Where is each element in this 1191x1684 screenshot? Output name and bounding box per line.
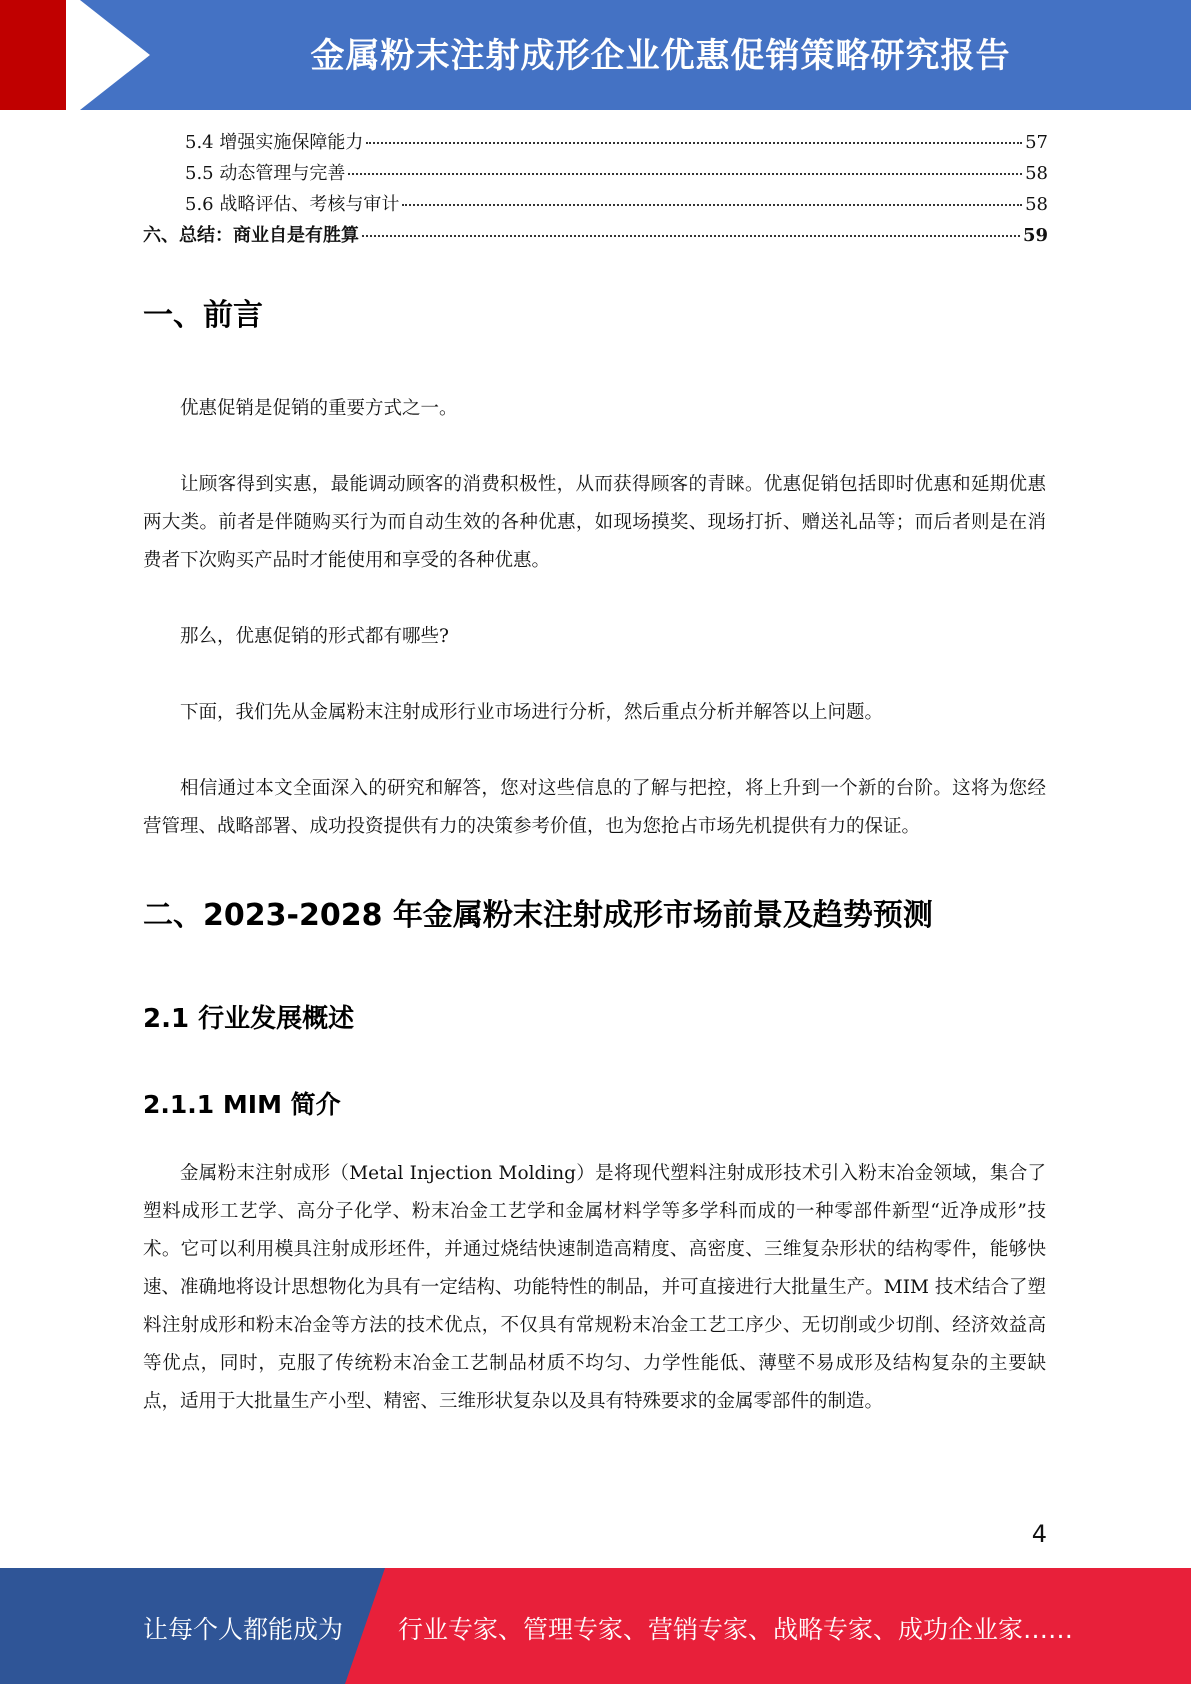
toc-leader-dots (362, 235, 1020, 237)
header-title: 金属粉末注射成形企业优惠促销策略研究报告 (310, 36, 1011, 76)
toc-leader-dots (402, 204, 1022, 206)
body-paragraph: 那么，优惠促销的形式都有哪些? (180, 626, 449, 647)
body-paragraph: 优惠促销是促销的重要方式之一。 (180, 398, 458, 419)
document-body (143, 290, 1046, 1421)
toc-leader-dots (366, 142, 1022, 144)
footer-slogan-left: 让每个人都能成为 (143, 1615, 344, 1644)
toc-entry-label: 5.5 动态管理与完善 (185, 163, 346, 184)
toc-entry[interactable] (143, 159, 1048, 190)
section-heading-preface: 一、前言 (143, 298, 263, 333)
body-paragraph: 金属粉末注射成形（Metal Injection Molding）是将现代塑料注射成形技术引入粉末冶金领域，集合了塑料成形工艺学、高分子化学、粉末冶金工艺学和金属材料学等多学科而成的一种零部件新型“近净成形”技术。它可以利用模具注射成形坯件，并通过烧结快速制造高精度、高密度、三维复杂形状的结构零件，能够快速、准确地将设计思想物化为具有一定结构、功能特性的制品，并可直接进行大批量生产。MIM 技术结合了塑料注射成形和粉末冶金等方法的技术优点，不仅具有常规粉末冶金工艺工序少、无切削或少切削、经济效益高等优点，同时，克服了传统粉末冶金工艺制品材质不均匀、力学性能低、薄壁不易成形及结构复杂的主要缺点，适用于大批量生产小型、精密、三维形状复杂以及具有特殊要求的金属零部件的制造。 (143, 1163, 1046, 1412)
toc-entry-page: 59 (1022, 225, 1048, 246)
subsection-heading: 2.1 行业发展概述 (143, 1004, 355, 1034)
toc-entry[interactable] (143, 128, 1048, 159)
page-footer (0, 1568, 1191, 1684)
toc-entry-label: 5.4 增强实施保障能力 (185, 132, 364, 153)
subsubsection-heading: 2.1.1 MIM 简介 (143, 1090, 341, 1119)
toc-entry-page: 58 (1025, 163, 1048, 184)
body-paragraph: 下面，我们先从金属粉末注射成形行业市场进行分析，然后重点分析并解答以上问题。 (180, 702, 884, 723)
toc-entry[interactable] (143, 190, 1048, 221)
toc-entry-label: 六、总结：商业自是有胜算 (143, 225, 359, 246)
toc-entry-page: 57 (1025, 132, 1048, 153)
table-of-contents (143, 128, 1048, 252)
body-paragraph: 让顾客得到实惠，最能调动顾客的消费积极性，从而获得顾客的青睐。优惠促销包括即时优惠和延期优惠两大类。前者是伴随购买行为而自动生效的各种优惠，如现场摸奖、现场打折、赠送礼品等；而后者则是在消费者下次购买产品时才能使用和享受的各种优惠。 (143, 474, 1046, 571)
footer-slogan-right: 行业专家、管理专家、营销专家、战略专家、成功企业家…… (398, 1615, 1074, 1644)
section-heading-forecast: 二、2023-2028 年金属粉末注射成形市场前景及趋势预测 (143, 898, 933, 933)
body-paragraph: 相信通过本文全面深入的研究和解答，您对这些信息的了解与把控，将上升到一个新的台阶。这将为您经营管理、战略部署、成功投资提供有力的决策参考价值，也为您抢占市场先机提供有力的保证。 (143, 778, 1046, 837)
toc-entry-label: 5.6 战略评估、考核与审计 (185, 194, 400, 215)
toc-leader-dots (348, 173, 1022, 175)
page-number: 4 (1031, 1520, 1047, 1548)
toc-entry-page: 58 (1025, 194, 1048, 215)
page-header (0, 0, 1191, 110)
toc-entry[interactable] (143, 221, 1048, 252)
